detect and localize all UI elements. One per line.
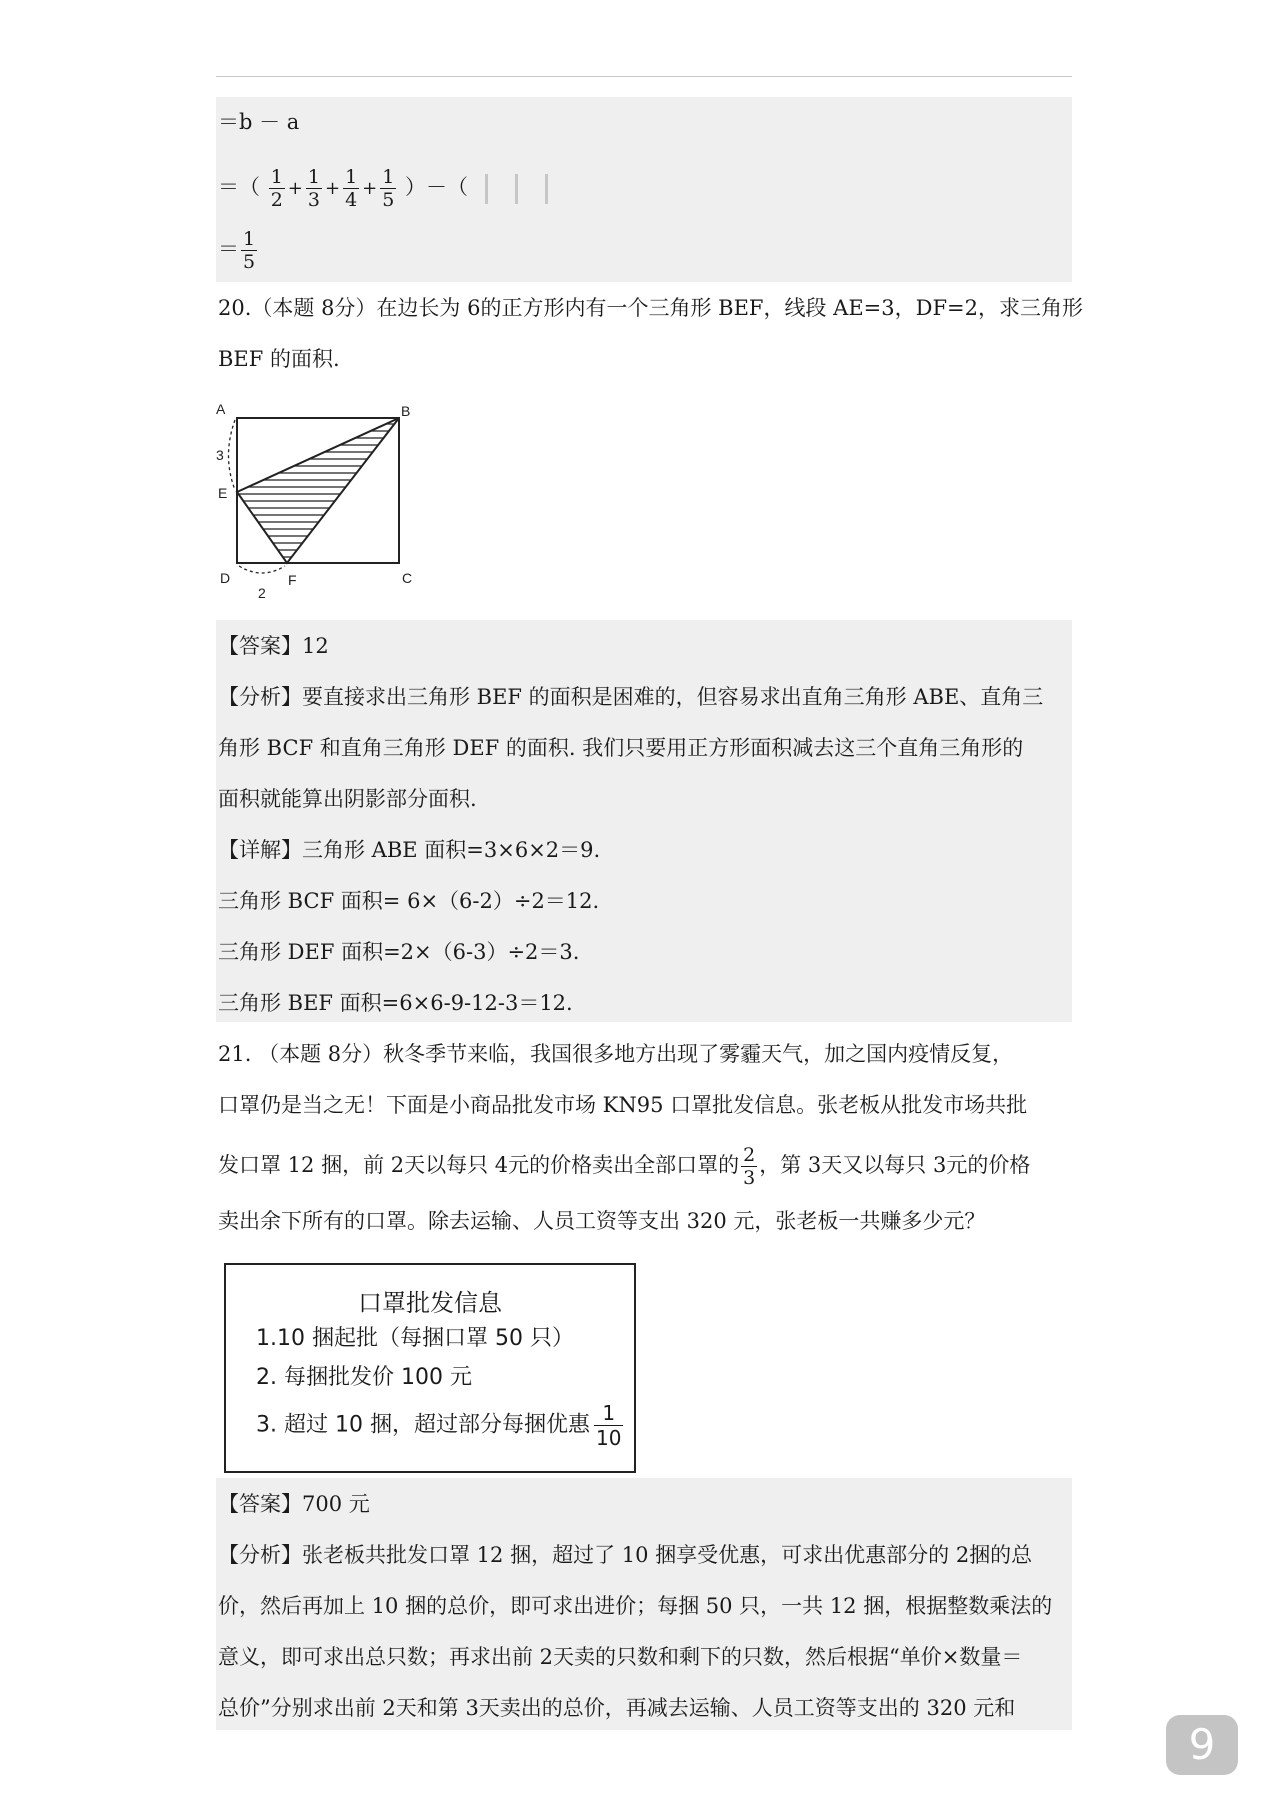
plus-sign: +	[362, 178, 378, 199]
q21-text: 21. （本题 8分）秋冬季节来临，我国很多地方出现了雾霾天气，加之国内疫情反复，	[218, 1042, 1014, 1066]
notice-title: 口罩批发信息	[358, 1289, 502, 1317]
q20-detail-line: 三角形 BEF 面积=6×6-9-12-3＝12.	[218, 991, 573, 1015]
ae-brace	[229, 420, 236, 490]
square-triangle-diagram	[212, 400, 422, 605]
header-rule	[216, 76, 1072, 77]
q21-text: 口罩仍是当之无！下面是小商品批发市场 KN95 口罩批发信息。张老板从批发市场共批	[218, 1093, 1028, 1117]
q20-detail-line: 【详解】三角形 ABE 面积=3×6×2＝9.	[218, 838, 601, 862]
mask-wholesale-info-box	[224, 1263, 636, 1473]
plus-sign: +	[324, 178, 341, 199]
fraction: $\frac{1}{2}$	[270, 166, 283, 211]
q21-answer: 【答案】700 元	[218, 1492, 370, 1516]
cropped-expression	[475, 172, 565, 206]
q20-analysis-line: 【分析】要直接求出三角形 BEF 的面积是困难的，但容易求出直角三角形 ABE、直角三	[218, 685, 1044, 709]
label-ae-length: 3	[216, 447, 224, 463]
q21-analysis-line: 总价”分别求出前 2天和第 3天卖出的总价，再减去运输、人员工资等支出的 320 元和	[218, 1696, 1016, 1720]
label-f: F	[288, 572, 297, 588]
fraction: $\frac{1}{5}$	[382, 166, 395, 211]
triangle-hatch	[212, 424, 422, 557]
q20-detail-line: 三角形 BCF 面积= 6×（6-2）÷2＝12.	[218, 889, 600, 913]
triangle-bef	[237, 418, 399, 563]
solution-result: ＝ $\frac{1}{5}$	[218, 228, 256, 273]
q20-answer: 【答案】12	[218, 634, 329, 658]
label-c: C	[402, 570, 413, 586]
paren-open: ＝（	[218, 175, 260, 199]
label-a: A	[216, 401, 226, 417]
q21-text-fraction-line: 发口罩 12 捆，前 2天以每只 4元的价格卖出全部口罩的 $\frac{2}{3}$ ，第 3天又以每只 3元的价格	[218, 1144, 1031, 1189]
fraction: $\frac{1}{10}$	[595, 1401, 622, 1450]
notice-rule: 3. 超过 10 捆，超过部分每捆优惠 $\frac{1}{10}$	[256, 1401, 622, 1450]
q20-text: 20.（本题 8分）在边长为 6的正方形内有一个三角形 BEF，线段 AE=3，DF=2，求三角形	[218, 296, 1083, 320]
fraction: $\frac{1}{5}$	[243, 228, 256, 273]
label-b: B	[401, 403, 411, 419]
solution-line: ＝b － a	[218, 110, 300, 134]
page-number-badge: 9	[1166, 1715, 1238, 1775]
q20-analysis-line: 角形 BCF 和直角三角形 DEF 的面积. 我们只要用正方形面积减去这三个直角三角形的	[218, 736, 1024, 760]
label-d: D	[220, 570, 231, 586]
q21-analysis-line: 价，然后再加上 10 捆的总价，即可求出进价；每捆 50 只，一共 12 捆，根据整数乘法的	[218, 1594, 1053, 1618]
solution-line-fractions	[218, 160, 565, 216]
q20-analysis-line: 面积就能算出阴影部分面积.	[218, 787, 477, 811]
notice-rule: 2. 每捆批发价 100 元	[256, 1365, 472, 1390]
minus-paren: ）－（	[405, 175, 469, 199]
notice-rule: 1.10 捆起批（每捆口罩 50 只）	[256, 1326, 574, 1351]
q20-text: BEF 的面积.	[218, 347, 340, 371]
fraction: $\frac{1}{4}$	[345, 166, 358, 211]
plus-sign: +	[287, 178, 303, 199]
q20-detail-line: 三角形 DEF 面积=2×（6-3）÷2＝3.	[218, 940, 580, 964]
df-brace	[239, 566, 285, 573]
square-outline	[237, 418, 399, 563]
fraction: $\frac{1}{3}$	[307, 166, 320, 211]
fraction: $\frac{2}{3}$	[743, 1144, 756, 1189]
q21-analysis-line: 【分析】张老板共批发口罩 12 捆，超过了 10 捆享受优惠，可求出优惠部分的 2捆的总	[218, 1543, 1033, 1567]
q21-text: 卖出余下所有的口罩。除去运输、人员工资等支出 320 元，张老板一共赚多少元？	[218, 1209, 986, 1233]
label-e: E	[218, 485, 228, 501]
q21-analysis-line: 意义，即可求出总只数；再求出前 2天卖的只数和剩下的只数，然后根据“单价×数量＝	[218, 1645, 1023, 1669]
label-df-length: 2	[258, 585, 266, 601]
